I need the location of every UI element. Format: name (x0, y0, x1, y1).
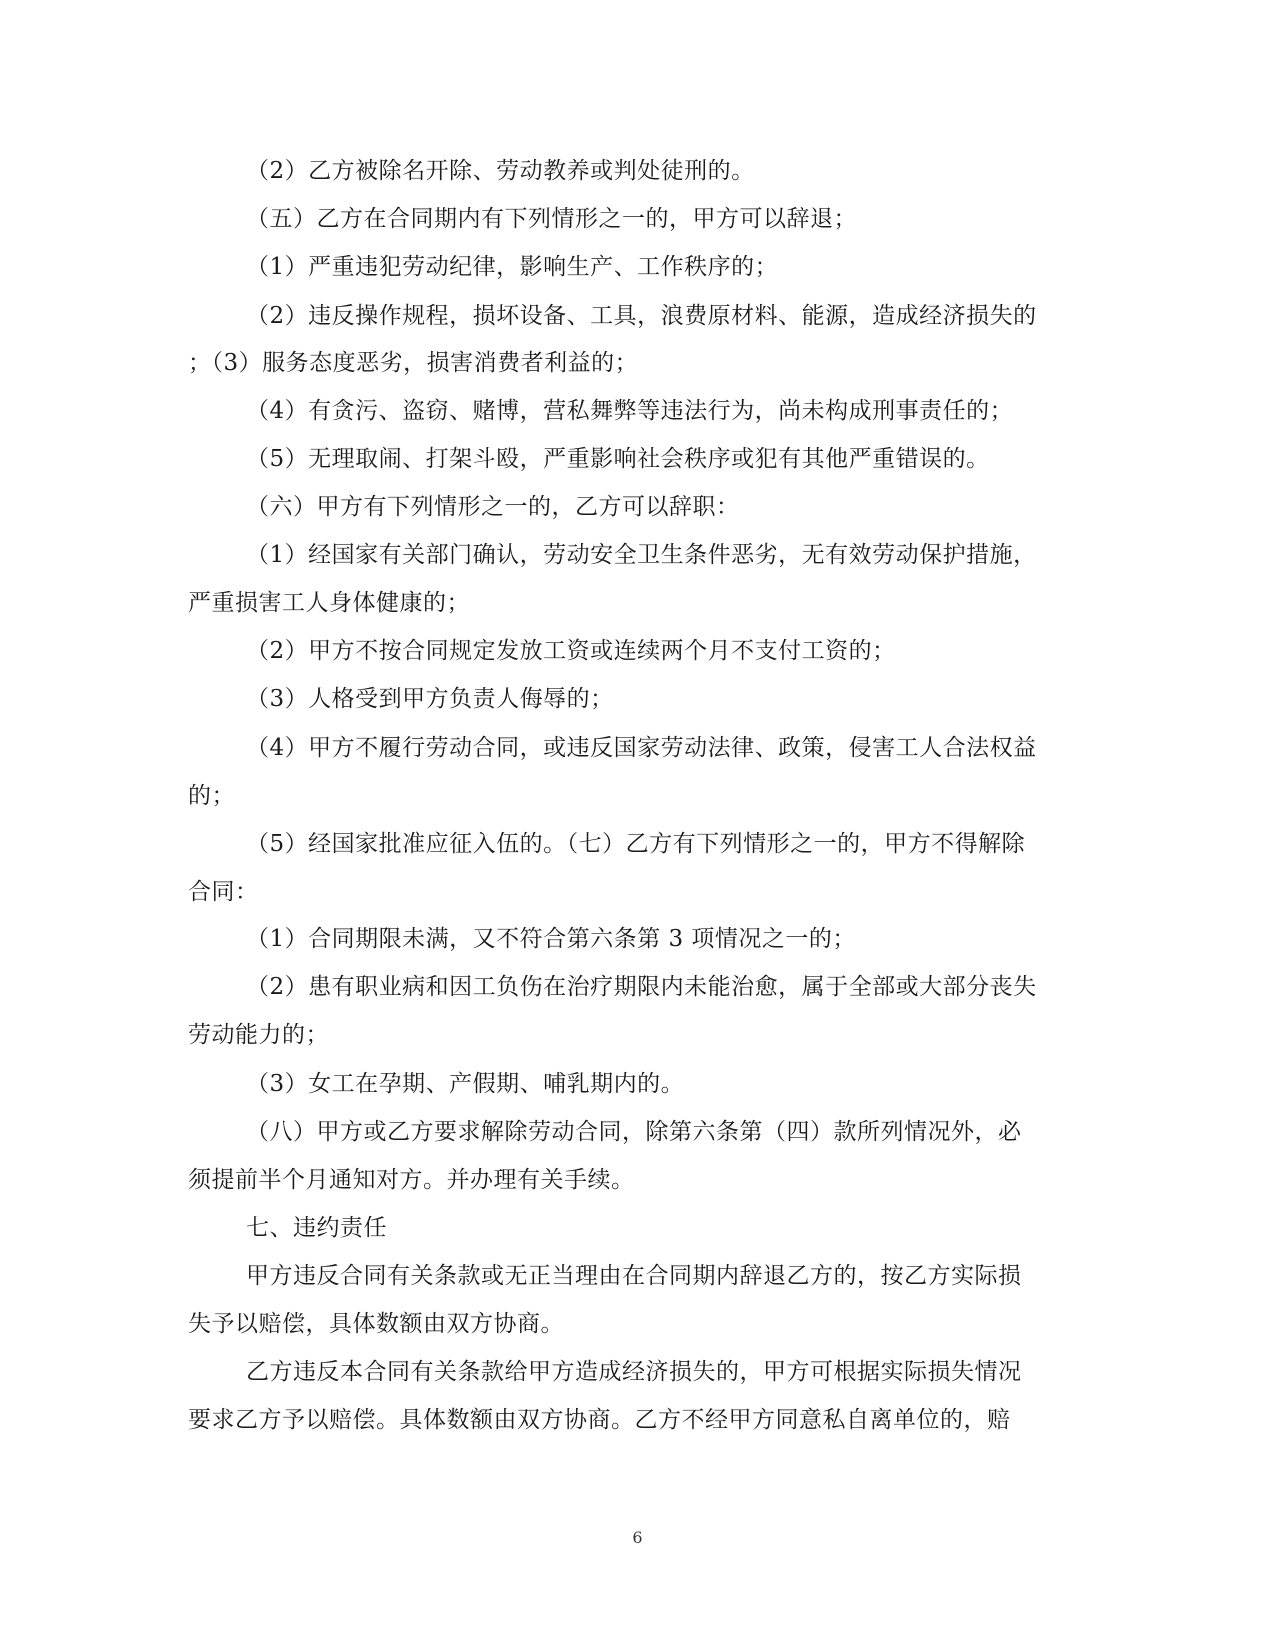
paragraph-line: （3）女工在孕期、产假期、哺乳期内的。 (246, 1071, 685, 1097)
paragraph-line: （4）甲方不履行劳动合同，或违反国家劳动法律、政策，侵害工人合法权益 (246, 735, 1037, 761)
paragraph-line: 严重损害工人身体健康的； (188, 590, 470, 616)
paragraph-line: 合同： (188, 879, 259, 905)
paragraph-line: 乙方违反本合同有关条款给甲方造成经济损失的，甲方可根据实际损失情况 (246, 1359, 1022, 1385)
paragraph-line: （5）经国家批准应征入伍的。（七）乙方有下列情形之一的，甲方不得解除 (246, 831, 1026, 857)
paragraph-line: （3）人格受到甲方负责人侮辱的； (246, 686, 614, 712)
section-heading: 七、违约责任 (246, 1215, 387, 1241)
paragraph-line: 甲方违反合同有关条款或无正当理由在合同期内辞退乙方的，按乙方实际损 (246, 1263, 1022, 1289)
paragraph-line: 须提前半个月通知对方。并办理有关手续。 (188, 1167, 635, 1193)
paragraph-line: （2）患有职业病和因工负伤在治疗期限内未能治愈，属于全部或大部分丧失 (246, 974, 1037, 1000)
paragraph-line: （4）有贪污、盗窃、赌博，营私舞弊等违法行为，尚未构成刑事责任的； (246, 398, 1014, 424)
paragraph-line: （2）违反操作规程，损坏设备、工具，浪费原材料、能源，造成经济损失的 (246, 303, 1037, 329)
paragraph-line: ；（3）服务态度恶劣，损害消费者利益的； (188, 350, 639, 376)
paragraph-line: 劳动能力的； (188, 1022, 329, 1048)
paragraph-line: （5）无理取闹、打架斗殴，严重影响社会秩序或犯有其他严重错误的。 (246, 446, 990, 472)
paragraph-line: （1）严重违犯劳动纪律，影响生产、工作秩序的； (246, 254, 779, 280)
paragraph-line: （五）乙方在合同期内有下列情形之一的，甲方可以辞退； (246, 206, 857, 232)
paragraph-line: （2）甲方不按合同规定发放工资或连续两个月不支付工资的； (246, 638, 896, 664)
paragraph-line: （1）经国家有关部门确认，劳动安全卫生条件恶劣，无有效劳动保护措施， (246, 542, 1037, 568)
paragraph-line: （六）甲方有下列情形之一的，乙方可以辞职： (246, 494, 740, 520)
paragraph-line: （八）甲方或乙方要求解除劳动合同，除第六条第（四）款所列情况外，必 (246, 1119, 1022, 1145)
paragraph-line: 失予以赔偿，具体数额由双方协商。 (188, 1311, 564, 1337)
paragraph-line: 的； (188, 783, 235, 809)
paragraph-line: （2）乙方被除名开除、劳动教养或判处徒刑的。 (246, 158, 755, 184)
paragraph-line: 要求乙方予以赔偿。具体数额由双方协商。乙方不经甲方同意私自离单位的，赔 (188, 1407, 1011, 1433)
paragraph-line: （1）合同期限未满，又不符合第六条第 3 项情况之一的； (246, 926, 856, 952)
page-number: 6 (632, 1528, 643, 1547)
